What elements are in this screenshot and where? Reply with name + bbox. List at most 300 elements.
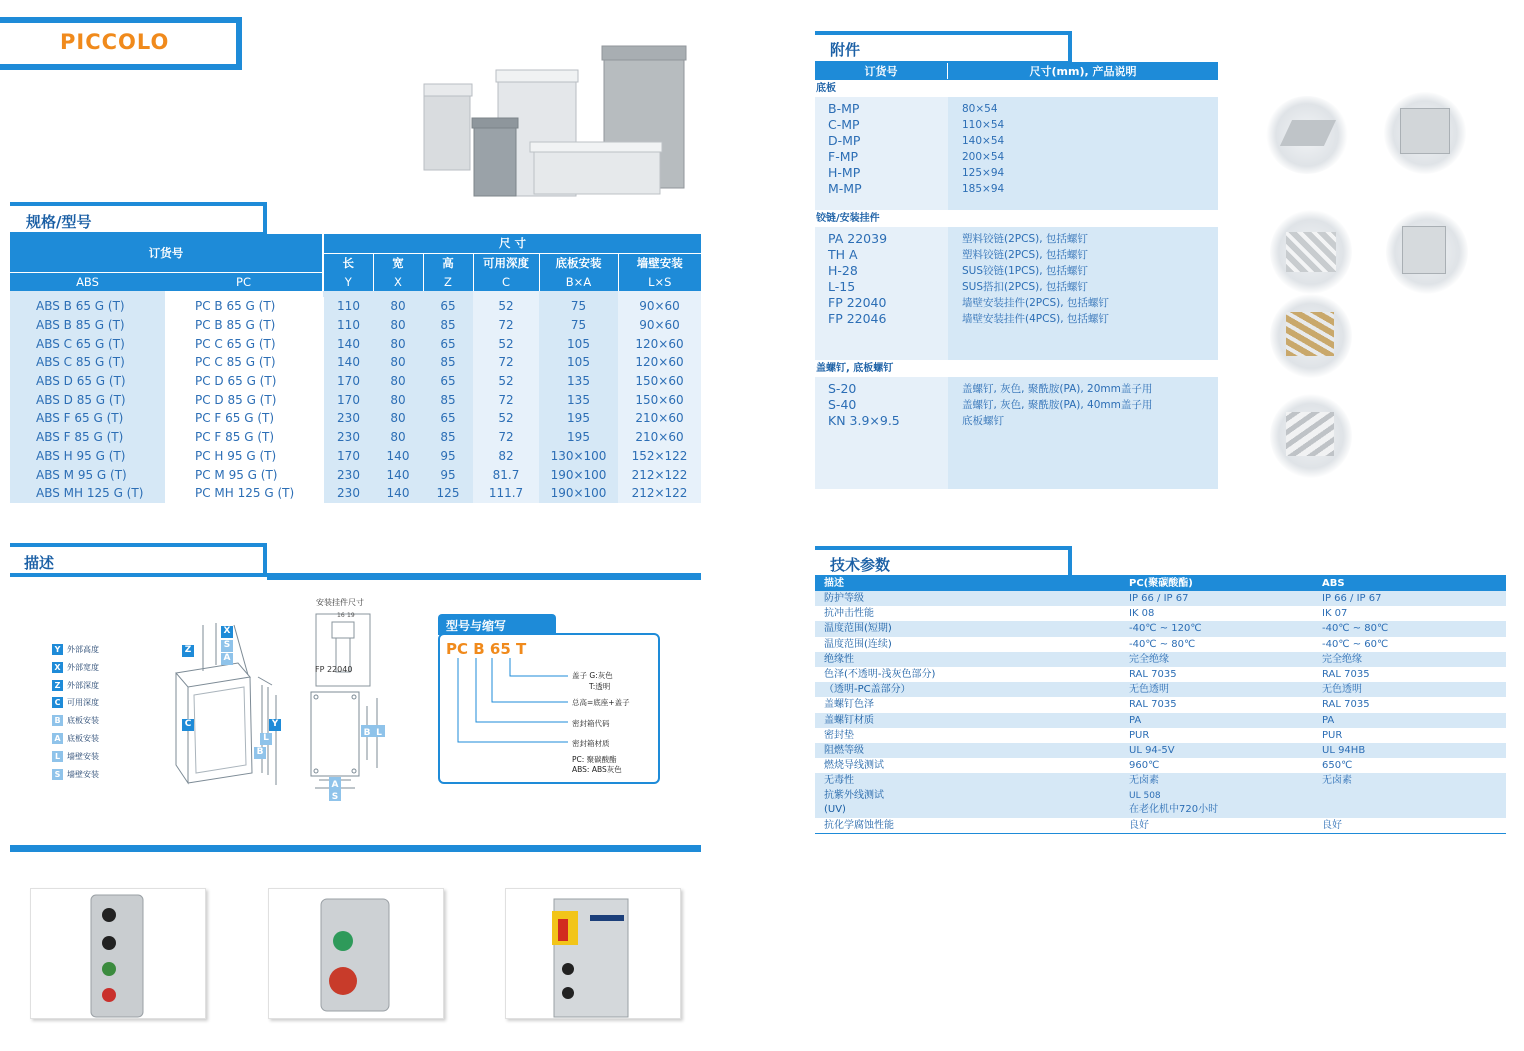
- tech-abs-value: PA: [1322, 714, 1335, 726]
- legend-key: L: [52, 751, 63, 762]
- spec-value: 212×122: [618, 465, 701, 484]
- spec-value: 140: [373, 484, 423, 503]
- acc-desc: 125×94: [962, 167, 1005, 179]
- acc-group-block: [815, 377, 1218, 489]
- acc-order-no: D-MP: [828, 133, 861, 148]
- tech-uv-key-2: (UV): [824, 804, 846, 816]
- dim-label-s: S: [221, 640, 233, 652]
- acc-col-desc: 尺寸(mm), 产品说明: [1029, 65, 1137, 78]
- spec-value: 150×60: [618, 372, 701, 391]
- acc-order-no: B-MP: [828, 101, 860, 116]
- tech-chem-abs: 良好: [1322, 820, 1342, 832]
- legend-key: Y: [52, 644, 63, 655]
- spec-value: 75: [539, 297, 618, 316]
- legend-label: 墙壁安装: [67, 751, 99, 761]
- acc-col-order: 订货号: [815, 63, 948, 79]
- tech-row: [815, 606, 1506, 621]
- spec-order-no-header: 订货号: [10, 234, 323, 272]
- tech-param: 密封垫: [824, 729, 854, 741]
- legend-label: 外部宽度: [67, 662, 99, 672]
- spec-value: 120×60: [618, 334, 701, 353]
- spec-pc-model: PC B 85 G (T): [165, 316, 323, 335]
- spec-value: 65: [423, 372, 473, 391]
- acc-desc: 110×54: [962, 119, 1005, 131]
- acc-desc: 185×94: [962, 183, 1005, 195]
- spec-value: 90×60: [618, 297, 701, 316]
- spec-value: 80: [373, 334, 423, 353]
- acc-order-no: L-15: [828, 279, 856, 294]
- tech-uv-value-2: 在老化机中720小时: [1129, 804, 1219, 816]
- dim-label-c: C: [182, 719, 194, 731]
- tech-param: 防护等级: [824, 593, 864, 604]
- spec-value: 75: [539, 316, 618, 335]
- spec-pc-model: PC D 65 G (T): [165, 372, 323, 391]
- application-photo-estop: [268, 888, 444, 1019]
- svg-text:A: A: [331, 780, 339, 790]
- tech-abs-value: 无色透明: [1322, 684, 1362, 696]
- tech-row-uv: [815, 788, 1506, 818]
- spec-row: [10, 484, 701, 503]
- tech-row-chem: [815, 818, 1506, 833]
- spec-abs-model: ABS MH 125 G (T): [10, 484, 165, 503]
- tech-section-title: 技术参数: [830, 556, 891, 574]
- acc-order-no: FP 22046: [828, 311, 887, 326]
- spec-value: 111.7: [473, 484, 539, 503]
- acc-keys: [815, 377, 948, 489]
- dim-label-y: Y: [269, 719, 281, 731]
- spec-value: 95: [423, 465, 473, 484]
- spec-abs-model: ABS M 95 G (T): [10, 465, 165, 484]
- spec-row: [10, 428, 701, 447]
- desc-section-title: 描述: [24, 554, 55, 572]
- spec-value: 90×60: [618, 316, 701, 335]
- mount-drawing: [310, 608, 390, 688]
- base-plate-drawing: [305, 688, 401, 803]
- tech-param: 盖螺钉色泽: [824, 699, 874, 711]
- tech-row: [815, 728, 1506, 743]
- spec-value: 125: [423, 484, 473, 503]
- legend-label: 外部深度: [67, 680, 99, 690]
- tech-pc-value: 960℃: [1129, 760, 1160, 772]
- tech-row: [815, 713, 1506, 728]
- spec-letter: L×S: [618, 272, 701, 291]
- spec-value: 120×60: [618, 353, 701, 372]
- tech-pc-value: UL 94-5V: [1129, 744, 1175, 756]
- spec-value: 230: [323, 409, 373, 428]
- dim-label-x: X: [221, 626, 233, 638]
- tech-abs-value: RAL 7035: [1322, 668, 1370, 680]
- application-photo-switch: [505, 888, 681, 1019]
- tech-chem-pc: 良好: [1129, 820, 1149, 832]
- spec-value: 80: [373, 297, 423, 316]
- screws-shape: [1286, 412, 1334, 456]
- acc-order-no: H-28: [828, 263, 858, 278]
- enclosure-shape: [1400, 108, 1450, 154]
- model-box-title: 型号与缩写: [446, 619, 507, 633]
- acc-desc: 200×54: [962, 151, 1005, 163]
- acc-desc: 80×54: [962, 103, 998, 115]
- spec-value: 230: [323, 428, 373, 447]
- tech-param: 阻燃等级: [824, 744, 864, 756]
- tech-abs-value: -40℃ ~ 80℃: [1322, 623, 1389, 635]
- spec-value: 52: [473, 297, 539, 316]
- svg-text:B: B: [363, 728, 371, 738]
- tech-col-desc: 描述: [824, 578, 844, 589]
- acc-order-no: F-MP: [828, 149, 859, 164]
- spec-value: 140: [323, 334, 373, 353]
- spec-pc-model: PC B 65 G (T): [165, 297, 323, 316]
- tech-row: [815, 773, 1506, 788]
- tech-row: [815, 637, 1506, 652]
- spec-value: 65: [423, 409, 473, 428]
- spec-abs-model: ABS C 85 G (T): [10, 353, 165, 372]
- tech-pc-value: 完全绝缘: [1129, 653, 1169, 665]
- tech-abs-value: -40℃ ~ 60℃: [1322, 638, 1389, 650]
- tech-pc-value: 无色透明: [1129, 684, 1169, 696]
- spec-value: 210×60: [618, 428, 701, 447]
- tech-param: 色泽(不透明-浅灰色部分): [824, 668, 936, 680]
- spec-sub-header: 宽: [373, 253, 423, 272]
- tech-row: [815, 697, 1506, 712]
- spec-value: 80: [373, 353, 423, 372]
- wall-bracket-shape: [1286, 312, 1334, 356]
- spec-pc-model: PC C 85 G (T): [165, 353, 323, 372]
- tech-pc-value: RAL 7035: [1129, 668, 1177, 680]
- svg-text:S: S: [331, 792, 339, 802]
- spec-value: 80: [373, 372, 423, 391]
- dim-label-z: Z: [182, 645, 194, 657]
- spec-value: 110: [323, 297, 373, 316]
- spec-value: 210×60: [618, 409, 701, 428]
- acc-order-no: PA 22039: [828, 231, 888, 246]
- spec-value: 52: [473, 409, 539, 428]
- spec-size-header: 尺 寸: [323, 234, 701, 253]
- acc-group-title: 底板: [816, 83, 836, 94]
- spec-letter: X: [373, 272, 423, 291]
- spec-pc-model: PC C 65 G (T): [165, 334, 323, 353]
- spec-value: 195: [539, 428, 618, 447]
- legend-key: B: [52, 715, 63, 726]
- spec-abs-model: ABS D 65 G (T): [10, 372, 165, 391]
- spec-abs-model: ABS B 65 G (T): [10, 297, 165, 316]
- spec-value: 170: [323, 447, 373, 466]
- acc-desc: 140×54: [962, 135, 1005, 147]
- mount-dim-16: 16: [337, 612, 345, 619]
- tech-row: [815, 682, 1506, 697]
- legend-label: 可用深度: [67, 698, 99, 708]
- tech-abs-value: 650℃: [1322, 760, 1353, 772]
- tech-chem-key: 抗化学腐蚀性能: [824, 820, 894, 832]
- tech-row: [815, 743, 1506, 758]
- tech-pc-value: IK 08: [1129, 608, 1155, 620]
- spec-value: 170: [323, 390, 373, 409]
- tech-pc-value: PUR: [1129, 729, 1150, 741]
- tech-param: 无毒性: [824, 775, 854, 787]
- svg-text:L: L: [376, 728, 382, 738]
- model-note-pc: PC: 聚碳酸酯: [572, 755, 617, 764]
- spec-value: 105: [539, 353, 618, 372]
- spec-abs-model: ABS F 85 G (T): [10, 428, 165, 447]
- tech-row: [815, 667, 1506, 682]
- dim-label-a: A: [221, 653, 233, 665]
- spec-value: 212×122: [618, 484, 701, 503]
- spec-value: 195: [539, 409, 618, 428]
- spec-value: 130×100: [539, 447, 618, 466]
- bottom-divider: [10, 845, 701, 852]
- tech-abs-value: RAL 7035: [1322, 699, 1370, 711]
- acc-values: [948, 227, 1218, 360]
- spec-sub-header: 长: [323, 253, 373, 272]
- acc-order-no: C-MP: [828, 117, 860, 132]
- acc-desc: 墙壁安装挂件(2PCS), 包括螺钉: [962, 297, 1109, 309]
- spec-pc-model: PC M 95 G (T): [165, 465, 323, 484]
- legend-item: [52, 751, 99, 762]
- tech-uv-value: [1129, 789, 1322, 818]
- spec-pc-model: PC D 85 G (T): [165, 390, 323, 409]
- spec-sub-header: 高: [423, 253, 473, 272]
- spec-sub-header: 可用深度: [473, 253, 539, 272]
- acc-order-no: TH A: [828, 247, 858, 262]
- spec-abs-model: ABS H 95 G (T): [10, 447, 165, 466]
- tech-param: 绝缘性: [824, 653, 854, 665]
- model-note-material: 密封箱材质: [572, 739, 610, 748]
- tech-table: [815, 577, 1506, 834]
- enclosure-photo: [418, 44, 690, 202]
- tech-col-pc: PC(聚碳酸酯): [1129, 578, 1193, 589]
- spec-value: 95: [423, 447, 473, 466]
- spec-row: [10, 465, 701, 484]
- spec-value: 230: [323, 465, 373, 484]
- spec-table: [10, 234, 701, 503]
- spec-letter: B×A: [539, 272, 618, 291]
- spec-value: 105: [539, 334, 618, 353]
- tech-row: [815, 591, 1506, 606]
- tech-pc-value: 无卤素: [1129, 775, 1159, 787]
- tech-pc-value: PA: [1129, 714, 1142, 726]
- tech-param: 盖螺钉材质: [824, 714, 874, 726]
- spec-value: 52: [473, 334, 539, 353]
- spec-pc-model: PC H 95 G (T): [165, 447, 323, 466]
- spec-pc-model: PC F 85 G (T): [165, 428, 323, 447]
- spec-row: [10, 316, 701, 335]
- brand-title: PICCOLO: [60, 30, 170, 54]
- acc-group-title: 铰链/安装挂件: [816, 213, 880, 224]
- spec-value: 82: [473, 447, 539, 466]
- spec-value: 80: [373, 390, 423, 409]
- tech-header-row: [815, 577, 1506, 591]
- acc-desc: 墙壁安装挂件(4PCS), 包括螺钉: [962, 313, 1109, 325]
- spec-row: [10, 353, 701, 372]
- acc-group-block: [815, 97, 1218, 210]
- spec-row: [10, 447, 701, 466]
- acc-order-no: M-MP: [828, 181, 862, 196]
- acc-desc: 盖螺钉, 灰色, 聚酰胺(PA), 20mm盖子用: [962, 383, 1153, 395]
- dim-label-l: L: [260, 733, 272, 745]
- spec-abs-model: ABS B 85 G (T): [10, 316, 165, 335]
- spec-value: 85: [423, 316, 473, 335]
- acc-order-no: S-40: [828, 397, 857, 412]
- spec-value: 85: [423, 353, 473, 372]
- mount-part-label: FP 22040: [315, 665, 353, 674]
- dimension-drawing: [168, 615, 292, 805]
- tech-abs-value: 无卤素: [1322, 775, 1352, 787]
- spec-value: 135: [539, 372, 618, 391]
- spec-value: 140: [373, 447, 423, 466]
- legend-label: 外部高度: [67, 645, 99, 654]
- spec-value: 135: [539, 390, 618, 409]
- legend-key: X: [52, 662, 63, 673]
- legend-item: [52, 733, 99, 744]
- acc-desc: 底板螺钉: [962, 415, 1004, 427]
- spec-value: 170: [323, 372, 373, 391]
- spec-abs-model: ABS F 65 G (T): [10, 409, 165, 428]
- dim-label-b: B: [254, 747, 266, 759]
- hinged-box-shape: [1402, 226, 1446, 274]
- spec-value: 140: [373, 465, 423, 484]
- acc-order-no: KN 3.9×9.5: [828, 413, 900, 428]
- spec-sub-header: 底板安装: [539, 253, 618, 272]
- legend-item: [52, 769, 99, 780]
- model-note-code: 密封箱代码: [572, 719, 610, 728]
- acc-desc: SUS搭扣(2PCS), 包括螺钉: [962, 281, 1088, 293]
- legend-item: [52, 697, 99, 708]
- tech-pc-value: -40℃ ~ 80℃: [1129, 638, 1196, 650]
- acc-group-title: 盖螺钉, 底板螺钉: [816, 363, 894, 374]
- spec-value: 65: [423, 334, 473, 353]
- spec-row: [10, 390, 701, 409]
- spec-value: 80: [373, 316, 423, 335]
- acc-desc: 盖螺钉, 灰色, 聚酰胺(PA), 40mm盖子用: [962, 399, 1153, 411]
- acc-header-row: [815, 62, 1218, 80]
- spec-value: 140: [323, 353, 373, 372]
- tech-uv-abs: [1322, 789, 1506, 818]
- mount-title: 安装挂件尺寸: [316, 598, 364, 607]
- model-code-lines: [450, 656, 570, 746]
- spec-letter: C: [473, 272, 539, 291]
- spec-letter: Z: [423, 272, 473, 291]
- spec-abs-model: ABS D 85 G (T): [10, 390, 165, 409]
- tech-abs-value: IP 66 / IP 67: [1322, 593, 1382, 604]
- tech-pc-value: RAL 7035: [1129, 699, 1177, 711]
- tech-abs-value: UL 94HB: [1322, 744, 1366, 756]
- tech-pc-value: IP 66 / IP 67: [1129, 593, 1189, 604]
- legend-item: [52, 662, 99, 673]
- acc-section-title: 附件: [830, 41, 861, 59]
- spec-value: 72: [473, 428, 539, 447]
- spec-value: 65: [423, 297, 473, 316]
- acc-group-block: [815, 227, 1218, 360]
- spec-row: [10, 297, 701, 316]
- spec-value: 81.7: [473, 465, 539, 484]
- legend-key: C: [52, 697, 63, 708]
- tech-row: [815, 758, 1506, 773]
- acc-desc: 塑料铰链(2PCS), 包括螺钉: [962, 249, 1088, 261]
- tech-uv-key-1: 抗紫外线测试: [824, 790, 884, 802]
- spec-section-title: 规格/型号: [26, 213, 92, 231]
- spec-value: 52: [473, 372, 539, 391]
- spec-sub-header: 墙壁安装: [618, 253, 701, 272]
- tech-row: [815, 652, 1506, 667]
- spec-value: 150×60: [618, 390, 701, 409]
- model-note-height: 总高=底座+盖子: [572, 698, 630, 707]
- spec-value: 72: [473, 390, 539, 409]
- spec-value: 85: [423, 428, 473, 447]
- spec-row: [10, 372, 701, 391]
- tech-row: [815, 621, 1506, 636]
- spec-letter: Y: [323, 272, 373, 291]
- spec-value: 80: [373, 428, 423, 447]
- acc-keys: [815, 97, 948, 210]
- tech-abs-value: PUR: [1322, 729, 1343, 741]
- spec-value: 230: [323, 484, 373, 503]
- acc-keys: [815, 227, 948, 360]
- model-note-cover: 盖子 G:灰色: [572, 671, 613, 680]
- spec-pc-header: PC: [165, 272, 323, 291]
- legend-item: [52, 680, 99, 691]
- tech-col-abs: ABS: [1322, 578, 1345, 589]
- legend-key: A: [52, 733, 63, 744]
- model-note-abs: ABS: ABS灰色: [572, 765, 622, 774]
- tech-param: 温度范围(短期): [824, 623, 892, 635]
- tech-param: 燃烧导线测试: [824, 760, 884, 772]
- acc-desc: 塑料铰链(2PCS), 包括螺钉: [962, 233, 1088, 245]
- legend-item: [52, 644, 99, 655]
- tech-abs-value: IK 07: [1322, 608, 1348, 620]
- spec-abs-header: ABS: [10, 272, 165, 291]
- tech-param: （透明-PC盖部分）: [824, 684, 911, 696]
- spec-value: 110: [323, 316, 373, 335]
- spec-pc-model: PC F 65 G (T): [165, 409, 323, 428]
- model-code: PC B 65 T: [446, 640, 527, 658]
- spec-value: 80: [373, 409, 423, 428]
- model-note-transparent: T:透明: [589, 682, 611, 691]
- spec-value: 152×122: [618, 447, 701, 466]
- acc-values: [948, 377, 1218, 489]
- hinges-shape: [1286, 232, 1336, 272]
- legend-key: Z: [52, 680, 63, 691]
- tech-abs-value: 完全绝缘: [1322, 653, 1362, 665]
- mount-dim-19: 19: [347, 612, 355, 619]
- spec-value: 72: [473, 316, 539, 335]
- acc-desc: SUS铰链(1PCS), 包括螺钉: [962, 265, 1088, 277]
- spec-row: [10, 334, 701, 353]
- legend-label: 底板安装: [67, 734, 99, 743]
- spec-abs-model: ABS C 65 G (T): [10, 334, 165, 353]
- spec-pc-model: PC MH 125 G (T): [165, 484, 323, 503]
- legend-item: [52, 715, 99, 726]
- tech-uv-value-1: UL 508: [1129, 791, 1161, 802]
- spec-value: 85: [423, 390, 473, 409]
- spec-value: 72: [473, 353, 539, 372]
- spec-value: 190×100: [539, 484, 618, 503]
- legend-label: 底板安装: [67, 716, 99, 726]
- accessories-table: [815, 62, 1218, 489]
- tech-param: 抗冲击性能: [824, 608, 874, 620]
- legend-key: S: [52, 769, 63, 780]
- tech-param: 温度范围(连续): [824, 638, 892, 650]
- tech-uv-key: [815, 789, 1129, 818]
- legend-label: 墙壁安装: [67, 769, 99, 779]
- desc-section-rule: [267, 573, 701, 580]
- acc-values: [948, 97, 1218, 210]
- acc-order-no: FP 22040: [828, 295, 887, 310]
- application-photo-pushbuttons: [30, 888, 206, 1019]
- tech-pc-value: -40℃ ~ 120℃: [1129, 623, 1202, 635]
- spec-row: [10, 409, 701, 428]
- spec-value: 190×100: [539, 465, 618, 484]
- acc-order-no: S-20: [828, 381, 857, 396]
- acc-order-no: H-MP: [828, 165, 861, 180]
